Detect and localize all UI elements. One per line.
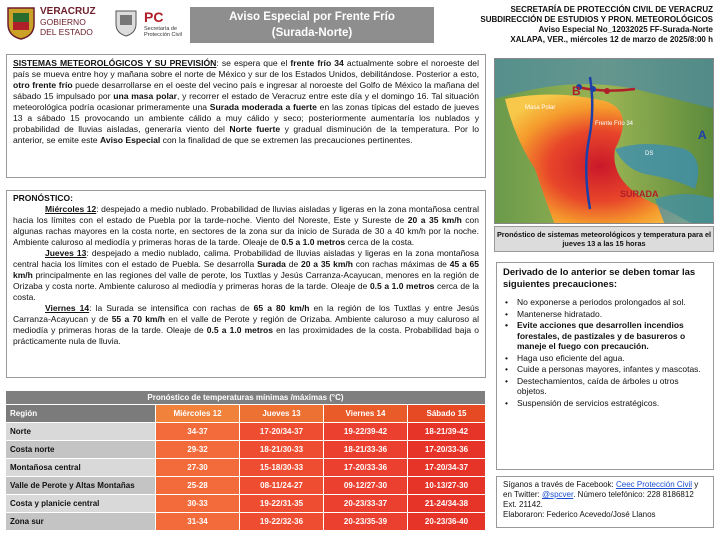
info-department: SUBDIRECCIÓN DE ESTUDIOS Y PRON. METEOROLÓGICOS xyxy=(480,15,713,24)
forecast-text: con algunas rachas mayores en la costa norte, en sectores de la zona sur da inicio de Surada de 30 a 40 km/h por la noche. Ambiente caluroso al mediodía y primeras horas de la tarde. Oleaje de xyxy=(13,215,479,247)
forecast-text: en las proximidades de la costa. Probabilidad baja o prácticamente nula de lluvia. xyxy=(13,325,479,346)
contact-text: y en Twitter: xyxy=(503,480,699,499)
forecast-map xyxy=(494,58,714,224)
weather-map-image xyxy=(495,59,714,224)
map-cold-front-label: Frente Frío 34 xyxy=(595,121,634,127)
temperature-cell: 18-21/30-33 xyxy=(240,441,324,459)
forecast-day-wednesday xyxy=(13,204,479,248)
contact-box xyxy=(496,476,714,528)
forecast-bold: 20 a 35 km/h xyxy=(301,259,353,269)
temperature-cell: 15-18/30-33 xyxy=(240,459,324,477)
synopsis-heading: SISTEMAS METEOROLÓGICOS Y SU PREVISIÓN xyxy=(13,58,217,68)
civil-protection-logo xyxy=(114,9,184,41)
forecast-box xyxy=(6,190,486,378)
veracruz-government-logo xyxy=(6,6,118,42)
region-cell: Valle de Perote y Altas Montañas xyxy=(6,477,156,495)
list-item: • Cuide a personas mayores, infantes y mascotas. xyxy=(503,364,707,375)
precautions-box xyxy=(496,262,714,470)
temperature-cell: 17-20/34-37 xyxy=(408,459,486,477)
column-header-day: Viernes 14 xyxy=(324,405,408,423)
list-item: • No exponerse a periodos prolongados al sol. xyxy=(503,297,707,308)
contact-text: . Número telefónico: 228 8186812 Ext. 21142. xyxy=(503,490,694,509)
precautions-list xyxy=(503,297,707,408)
synopsis-text: , y recorrer el estado de Veracruz entre este día y el domingo 16. Tal situación meteorológica podría ocasionar primeramente una xyxy=(13,91,479,112)
list-item: • Mantenerse hidratado. xyxy=(503,309,707,320)
column-header-day: Miércoles 12 xyxy=(156,405,240,423)
synopsis-bold: frente frío 34 xyxy=(290,58,344,68)
list-item: • Suspensión de servicios estratégicos. xyxy=(503,398,707,409)
forecast-text: principalmente en las regiones del valle de perote, los Tuxtlas y Jesús Carranza-Acayucan, menores en la región de Orizaba y costa norte. Ambiente caluroso al mediodía y primeras horas de la tarde. Oleaje de xyxy=(13,270,479,291)
table-caption-row xyxy=(6,391,486,405)
column-header-day: Sábado 15 xyxy=(408,405,486,423)
forecast-text: de xyxy=(285,259,302,269)
logo-pc-title: PC xyxy=(144,9,164,25)
facebook-link[interactable]: Ceec Protección Civil xyxy=(615,480,692,489)
map-ds-label: DS xyxy=(645,151,654,157)
region-cell: Zona sur xyxy=(6,513,156,531)
temperature-cell: 19-22/32-36 xyxy=(240,513,324,531)
temperature-cell: 20-23/36-40 xyxy=(408,513,486,531)
temperature-cell: 18-21/33-36 xyxy=(324,441,408,459)
table-row xyxy=(6,477,486,495)
temperature-cell: 27-30 xyxy=(156,459,240,477)
list-item: • Destechamientos, caída de árboles u otros objetos. xyxy=(503,376,707,397)
precautions-title: Derivado de lo anterior se deben tomar las siguientes precauciones: xyxy=(503,267,696,290)
list-item: • Evite acciones que desarrollen incendios forestales, de pastizales y de basureros o maneje el fuego con precaución. xyxy=(503,320,707,352)
table-row xyxy=(6,459,486,477)
table-row xyxy=(6,441,486,459)
map-high-pressure-label: A xyxy=(698,128,707,142)
forecast-text: : la Surada se intensifica con rachas de xyxy=(89,303,254,313)
forecast-bold: 0.5 a 1.0 metros xyxy=(206,325,273,335)
temperature-cell: 20-23/35-39 xyxy=(324,513,408,531)
synopsis-text: puede desarrollarse en el oeste del vecino país e ingresar al noroeste del Golfo de México la mañana del sábado 15 impulsado por xyxy=(13,80,480,101)
contact-text: Síganos a través de Facebook: xyxy=(503,480,616,489)
forecast-text: cerca de la costa. xyxy=(13,281,479,302)
map-caption: Pronóstico de sistemas meteorológicos y temperatura para el jueves 13 a las 15 horas xyxy=(494,226,714,252)
forecast-day-friday xyxy=(13,303,479,347)
synopsis-bold: otro frente frío xyxy=(13,80,73,90)
contact-authors: Elaboraron: Federico Acevedo/José Llanos xyxy=(503,510,656,519)
logo-pc-subtitle: Secretaría de Protección Civil xyxy=(144,26,182,38)
temperature-cell: 18-21/39-42 xyxy=(408,423,486,441)
temperature-table xyxy=(6,391,486,531)
title-line1: Aviso Especial por Frente Frío xyxy=(229,11,395,23)
region-cell: Costa y planicie central xyxy=(6,495,156,513)
table-row xyxy=(6,495,486,513)
logo-veracruz-line2: GOBIERNO xyxy=(40,17,86,27)
temperature-cell: 19-22/39-42 xyxy=(324,423,408,441)
logo-veracruz-line3: DEL ESTADO xyxy=(40,27,93,37)
map-surada-label: SURADA xyxy=(620,189,659,199)
forecast-text: cerca de la costa. xyxy=(345,237,415,247)
table-caption: Pronóstico de temperaturas mínimas /máximas (°C) xyxy=(6,391,486,405)
region-cell: Montañosa central xyxy=(6,459,156,477)
temperature-cell: 29-32 xyxy=(156,441,240,459)
synopsis-text: y gradual disminución de la temperatura. Por lo anterior, se emite este xyxy=(13,124,479,145)
forecast-text: con rachas máximas de xyxy=(352,259,450,269)
info-agency: SECRETARÍA DE PROTECCIÓN CIVIL DE VERACRUZ xyxy=(510,5,713,14)
table-row xyxy=(6,513,486,531)
synopsis-text: actualmente sobre el noroeste del país se mueva entre hoy y mañana sobre el norte de México y sur de los Estados Unidos, debilitándose. Posterior a esto, xyxy=(13,58,479,79)
temperature-cell: 31-34 xyxy=(156,513,240,531)
synopsis-bold: una masa polar xyxy=(113,91,177,101)
forecast-day-name: Viernes 14 xyxy=(45,303,90,313)
logo-veracruz-line1: VERACRUZ xyxy=(40,6,96,17)
info-notice-number: Aviso Especial No_12032025 FF-Surada-Norte xyxy=(538,25,713,34)
temperature-cell: 10-13/27-30 xyxy=(408,477,486,495)
temperature-cell: 34-37 xyxy=(156,423,240,441)
forecast-bold: 55 a 70 km/h xyxy=(111,314,166,324)
temperature-cell: 30-33 xyxy=(156,495,240,513)
title-line2: (Surada-Norte) xyxy=(271,27,353,39)
temperature-cell: 17-20/33-36 xyxy=(408,441,486,459)
forecast-bold: 0.5 a 1.0 metros xyxy=(369,281,435,291)
temperature-cell: 08-11/24-27 xyxy=(240,477,324,495)
column-header-day: Jueves 13 xyxy=(240,405,324,423)
column-header-region: Región xyxy=(6,405,156,423)
forecast-day-thursday xyxy=(13,248,479,303)
temperature-cell: 09-12/27-30 xyxy=(324,477,408,495)
forecast-text: en el valle de Perote y región de Orizaba. Ambiente caluroso a muy caluroso al mediodía y primeras horas de la tarde. Oleaje de xyxy=(13,314,479,335)
synopsis-text: : se espera que el xyxy=(216,58,291,68)
title-banner xyxy=(190,7,434,43)
synopsis-bold: Surada moderada a fuerte xyxy=(209,102,317,112)
civil-protection-seal-icon xyxy=(114,9,138,37)
temperature-cell: 19-22/31-35 xyxy=(240,495,324,513)
forecast-bold: 65 a 80 km/h xyxy=(253,303,310,313)
map-polar-mass-label: Masa Polar xyxy=(525,105,556,111)
temperature-cell: 20-23/33-37 xyxy=(324,495,408,513)
synopsis-bold: Aviso Especial xyxy=(99,135,161,145)
table-row xyxy=(6,423,486,441)
temperature-cell: 17-20/34-37 xyxy=(240,423,324,441)
forecast-text: en la región de los Tuxtlas y entre Jesús Carranza-Acayucan y de xyxy=(13,303,480,324)
forecast-bold: 45 a 65 km/h xyxy=(13,259,479,280)
twitter-link[interactable]: @spcver xyxy=(541,490,574,499)
forecast-bold: 20 a 35 km/h xyxy=(407,215,462,225)
forecast-bold: Surada xyxy=(257,259,286,269)
temperature-cell: 21-24/34-38 xyxy=(408,495,486,513)
synopsis-text: con la finalidad de que se extremen las precauciones pertinentes. xyxy=(160,135,413,145)
synopsis-text: en las zonas típicas del estado de jueves 13 a sábado 15 provocando un ambiente cálido a muy cálido y seco; posteriormente aumentaría los nublados y probabilidad de lluvias aisladas, generaría viento del xyxy=(13,102,479,134)
region-cell: Norte xyxy=(6,423,156,441)
synopsis-box xyxy=(6,54,486,178)
synopsis-bold: Norte fuerte xyxy=(229,124,281,134)
temperature-cell: 25-28 xyxy=(156,477,240,495)
list-item: • Haga uso eficiente del agua. xyxy=(503,353,707,364)
temperature-cell: 17-20/33-36 xyxy=(324,459,408,477)
forecast-day-name: Miércoles 12 xyxy=(45,204,97,214)
forecast-title: PRONÓSTICO: xyxy=(13,193,73,203)
forecast-bold: 0.5 a 1.0 metros xyxy=(281,237,346,247)
info-date: XALAPA, VER., miércoles 12 de marzo de 2025/8:00 h xyxy=(510,35,713,44)
forecast-day-name: Jueves 13 xyxy=(45,248,87,258)
forecast-text: : despejado a medio nublado. Probabilidad de lluvias aisladas y ligeras en la zona montañosa central hacia los límites con el estado de Puebla por la tarde-noche. Viento del Noreste, Este y Sureste de xyxy=(13,204,480,225)
region-cell: Costa norte xyxy=(6,441,156,459)
table-header-row xyxy=(6,405,486,423)
veracruz-seal-icon xyxy=(6,6,36,40)
header-info xyxy=(453,5,713,45)
map-low-pressure-label: B xyxy=(572,84,581,98)
forecast-text: : despejado a medio nublado, calima. Probabilidad de lluvias aisladas y ligeras en la zona montañosa central hacia los límites con el estado de Puebla. Se desarrolla xyxy=(13,248,479,269)
